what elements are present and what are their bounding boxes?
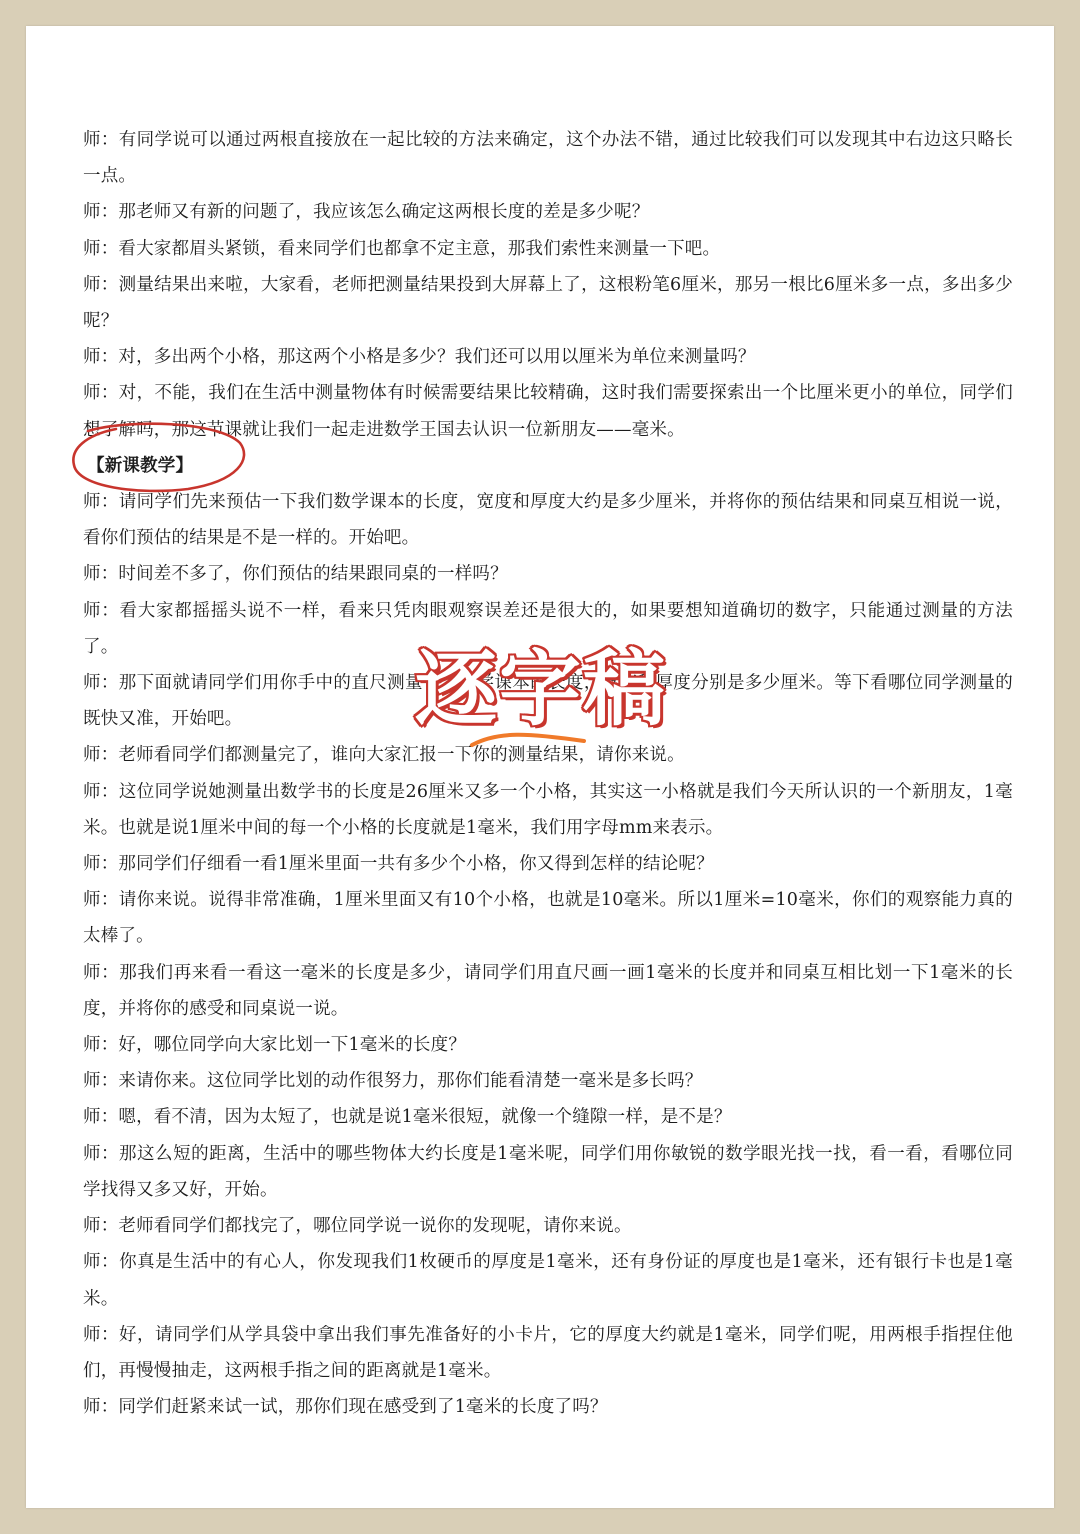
paragraph: 师：好，哪位同学向大家比划一下1毫米的长度？ <box>83 1035 467 1056</box>
red-circle-annotation <box>68 419 248 495</box>
paragraph: 师：老师看同学们都找完了，哪位同学说一说你的发现呢，请你来说。 <box>83 1216 632 1237</box>
orange-swoosh-decoration <box>468 727 588 751</box>
paragraph: 师：对，多出两个小格，那这两个小格是多少？我们还可以用以厘米为单位来测量吗？ <box>83 347 756 368</box>
paragraph: 师：测量结果出来啦，大家看，老师把测量结果投到大屏幕上了，这根粉笔6厘米，那另一根比6厘米多一点，多出多少呢？ <box>83 274 1013 332</box>
paragraph: 师：嗯，看不清，因为太短了，也就是说1毫米很短，就像一个缝隙一样，是不是？ <box>83 1107 732 1128</box>
document-body <box>83 122 1013 1425</box>
paragraph: 师：对，不能，我们在生活中测量物体有时候需要结果比较精确，这时我们需要探索出一个比厘米更小的单位，同学们想了解吗，那这节课就让我们一起走进数学王国去认识一位新朋友——毫米。 <box>83 383 1013 440</box>
stamp-text: 逐字稿 <box>414 642 667 737</box>
paragraph: 师：看大家都摇摇头说不一样，看来只凭肉眼观察误差还是很大的，如果要想知道确切的数字，只能通过测量的方法了。 <box>83 600 1013 657</box>
paragraph: 师：同学们赶紧来试一试，那你们现在感受到了1毫米的长度了吗？ <box>83 1397 608 1418</box>
paragraph: 师：有同学说可以通过两根直接放在一起比较的方法来确定，这个办法不错，通过比较我们可以发现其中右边这只略长一点。 <box>83 130 1013 187</box>
document-page <box>26 26 1054 1508</box>
paragraph: 师：那我们再来看一看这一毫米的长度是多少，请同学们用直尺画一画1毫米的长度并和同桌互相比划一下1毫米的长度，并将你的感受和同桌说一说。 <box>83 962 1013 1019</box>
paragraph: 师：那同学们仔细看一看1厘米里面一共有多少个小格，你又得到怎样的结论呢？ <box>83 854 714 875</box>
section-heading: 【新课教学】 <box>87 455 194 476</box>
paragraph: 师：来请你来。这位同学比划的动作很努力，那你们能看清楚一毫米是多长吗？ <box>83 1071 703 1092</box>
paragraph: 师：这位同学说她测量出数学书的长度是26厘米又多一个小格，其实这一小格就是我们今天所认识的一个新朋友，1毫米。也就是说1厘米中间的每一个小格的长度就是1毫米，我们用字母mm来表示。 <box>83 781 1013 838</box>
paragraph: 师：那这么短的距离，生活中的哪些物体大约长度是1毫米呢，同学们用你敏锐的数学眼光找一找，看一看，看哪位同学找得又多又好，开始。 <box>83 1143 1013 1200</box>
paragraph: 师：好，请同学们从学具袋中拿出我们事先准备好的小卡片，它的厚度大约就是1毫米，同学们呢，用两根手指捏住他们，再慢慢抽走，这两根手指之间的距离就是1毫米。 <box>83 1324 1013 1381</box>
paragraph: 师：那下面就请同学们用你手中的直尺测量一下数学课本的长度，宽度和厚度分别是多少厘米。等下看哪位同学测量的既快又准，开始吧。 <box>83 673 1013 730</box>
paragraph: 师：请同学们先来预估一下我们数学课本的长度，宽度和厚度大约是多少厘米，并将你的预估结果和同桌互相说一说，看你们预估的结果是不是一样的。开始吧。 <box>83 492 1013 549</box>
paragraph: 师：那老师又有新的问题了，我应该怎么确定这两根长度的差是多少呢？ <box>83 202 650 223</box>
paragraph: 师：时间差不多了，你们预估的结果跟同桌的一样吗？ <box>83 564 508 585</box>
paragraph: 师：你真是生活中的有心人，你发现我们1枚硬币的厚度是1毫米，还有身份证的厚度也是1毫米，还有银行卡也是1毫米。 <box>83 1252 1013 1309</box>
paragraph: 师：老师看同学们都测量完了，谁向大家汇报一下你的测量结果，请你来说。 <box>83 745 685 766</box>
paragraph: 师：请你来说。说得非常准确，1厘米里面又有10个小格，也就是10毫米。所以1厘米=10毫米，你们的观察能力真的太棒了。 <box>83 890 1013 947</box>
paragraph: 师：看大家都眉头紧锁，看来同学们也都拿不定主意，那我们索性来测量一下吧。 <box>83 238 721 259</box>
